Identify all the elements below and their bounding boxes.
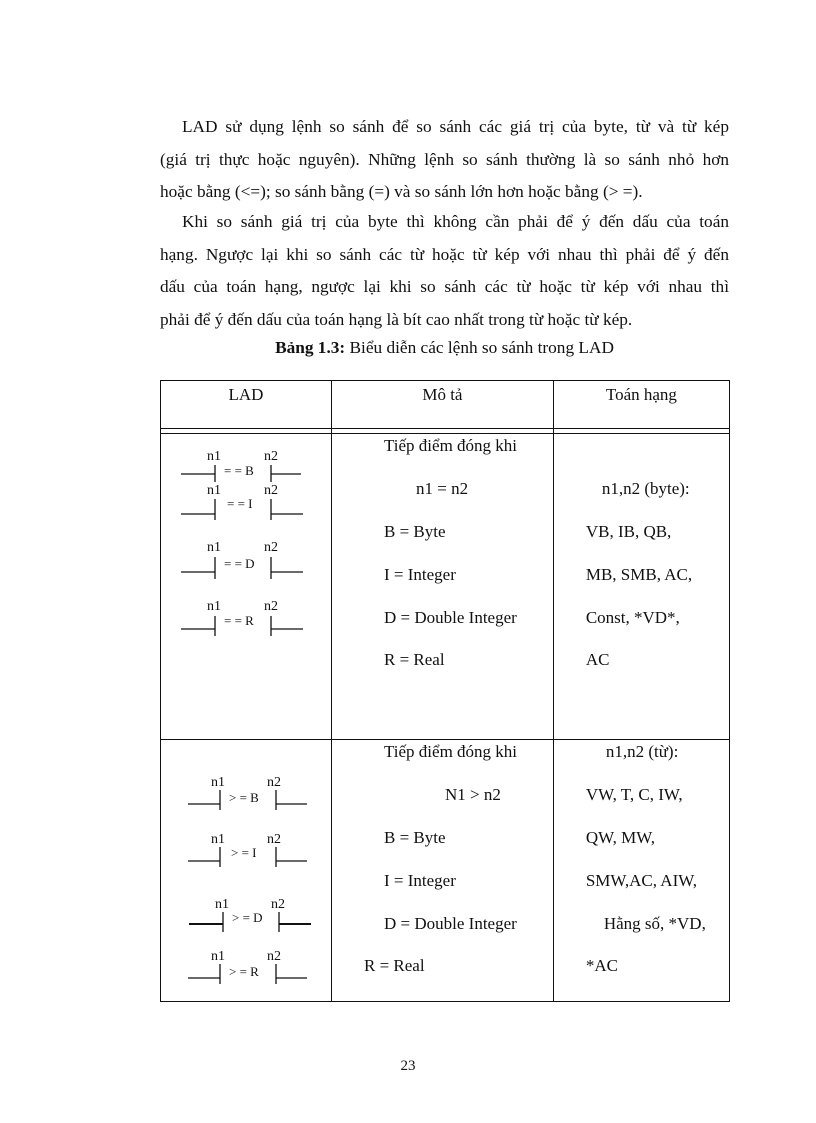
- table-row: [161, 740, 730, 1002]
- desc-line: D = Double Integer: [384, 608, 517, 627]
- contact-n1-label: n1: [211, 832, 225, 847]
- contact-n2-label: n2: [267, 832, 281, 847]
- contact-eq-integer: [181, 483, 303, 520]
- operand-line: MB, SMB, AC,: [585, 565, 693, 584]
- operand-line: n1,n2 (byte):: [601, 479, 690, 498]
- operand-line: VB, IB, QB,: [585, 522, 672, 541]
- desc-line: B = Byte: [384, 522, 446, 541]
- desc-line: D = Double Integer: [384, 914, 517, 933]
- contact-n1-label: n1: [207, 449, 221, 464]
- desc-line: I = Integer: [384, 871, 456, 890]
- header-lad: LAD: [161, 381, 332, 429]
- paragraph-line: hạng. Ngược lại khi so sánh các từ hoặc từ kép với nhau thì phải để ý đến: [160, 244, 729, 264]
- contact-ge-byte: [188, 775, 307, 810]
- operand-line: AC: [585, 650, 610, 669]
- lad-contacts-greater: [161, 740, 331, 996]
- desc-cell-greater: [332, 740, 554, 1002]
- contact-operator: = = D: [224, 556, 255, 571]
- contact-n2-label: n2: [264, 483, 278, 498]
- desc-line: B = Byte: [384, 828, 446, 847]
- page-number: 23: [400, 1058, 416, 1074]
- contact-n2-label: n2: [267, 775, 281, 790]
- desc-line: R = Real: [364, 956, 425, 975]
- operand-line: n1,n2 (từ):: [605, 742, 679, 761]
- desc-line: n1 = n2: [416, 479, 469, 498]
- contact-n1-label: n1: [211, 775, 225, 790]
- table-header-row: [161, 381, 730, 429]
- lad-contacts-equal: [161, 434, 331, 734]
- desc-line: Tiếp điểm đóng khi: [384, 742, 518, 761]
- desc-line: R = Real: [384, 650, 445, 669]
- desc-line: Tiếp điểm đóng khi: [384, 436, 518, 455]
- caption-text: Biểu diễn các lệnh so sánh trong LAD: [345, 338, 614, 357]
- contact-operator: = = B: [224, 463, 254, 478]
- contact-n1-label: n1: [207, 483, 221, 498]
- operand-line: *AC: [585, 956, 618, 975]
- contact-ge-double: [189, 897, 311, 932]
- paragraph-line: dấu của toán hạng, ngược lại khi so sánh các từ hoặc từ kép với nhau thì: [160, 277, 729, 296]
- contact-eq-double: [181, 540, 303, 579]
- lad-cell-equal: [161, 434, 332, 740]
- contact-eq-real: [181, 599, 303, 636]
- contact-operator: > = R: [229, 964, 259, 979]
- contact-operator: = = R: [224, 613, 254, 628]
- contact-ge-integer: [188, 832, 307, 867]
- header-operands: Toán hạng: [553, 381, 729, 429]
- paragraph-line: Khi so sánh giá trị của byte thì không cần phải để ý đến dấu của toán: [182, 212, 729, 231]
- operand-line: SMW,AC, AIW,: [585, 871, 697, 890]
- contact-n2-label: n2: [264, 449, 278, 464]
- contact-eq-byte: [181, 449, 301, 482]
- desc-cell-equal: [332, 434, 554, 740]
- paragraph-line: (giá trị thực hoặc nguyên). Những lệnh so sánh thường là so sánh nhỏ hơn: [160, 149, 729, 169]
- contact-n2-label: n2: [267, 949, 281, 964]
- operand-line: Const, *VD*,: [585, 608, 680, 627]
- operand-line: Hằng số, *VD,: [603, 914, 706, 933]
- contact-operator: > = I: [231, 845, 257, 860]
- paragraph-line: hoặc bằng (<=); so sánh bằng (=) và so sánh lớn hơn hoặc bằng (> =).: [160, 182, 643, 201]
- header-description: Mô tả: [332, 381, 554, 429]
- caption-label: Bảng 1.3:: [275, 338, 346, 357]
- contact-ge-real: [188, 949, 307, 984]
- paragraph-line: LAD sử dụng lệnh so sánh để so sánh các giá trị của byte, từ và từ kép: [182, 117, 729, 136]
- operand-line: QW, MW,: [585, 828, 655, 847]
- lad-cell-greater: [161, 740, 332, 1002]
- operand-line: VW, T, C, IW,: [585, 785, 683, 804]
- desc-line: N1 > n2: [445, 785, 501, 804]
- contact-operator: = = I: [227, 496, 253, 511]
- operands-cell-greater: [553, 740, 729, 1002]
- contact-n1-label: n1: [207, 599, 221, 614]
- comparison-table: [160, 380, 730, 1002]
- contact-n2-label: n2: [271, 897, 285, 912]
- paragraph-2: [160, 206, 729, 336]
- table-caption: [160, 338, 729, 358]
- contact-operator: > = B: [229, 790, 259, 805]
- operands-cell-equal: [553, 434, 729, 740]
- contact-n2-label: n2: [264, 540, 278, 555]
- paragraph-line: phải để ý đến dấu của toán hạng là bít cao nhất trong từ hoặc từ kép.: [160, 309, 633, 329]
- contact-n2-label: n2: [264, 599, 278, 614]
- contact-operator: > = D: [232, 910, 263, 925]
- contact-n1-label: n1: [215, 897, 229, 912]
- contact-n1-label: n1: [207, 540, 221, 555]
- contact-n1-label: n1: [211, 949, 225, 964]
- desc-line: I = Integer: [384, 565, 456, 584]
- paragraph-1: [160, 111, 729, 209]
- table-row: [161, 434, 730, 740]
